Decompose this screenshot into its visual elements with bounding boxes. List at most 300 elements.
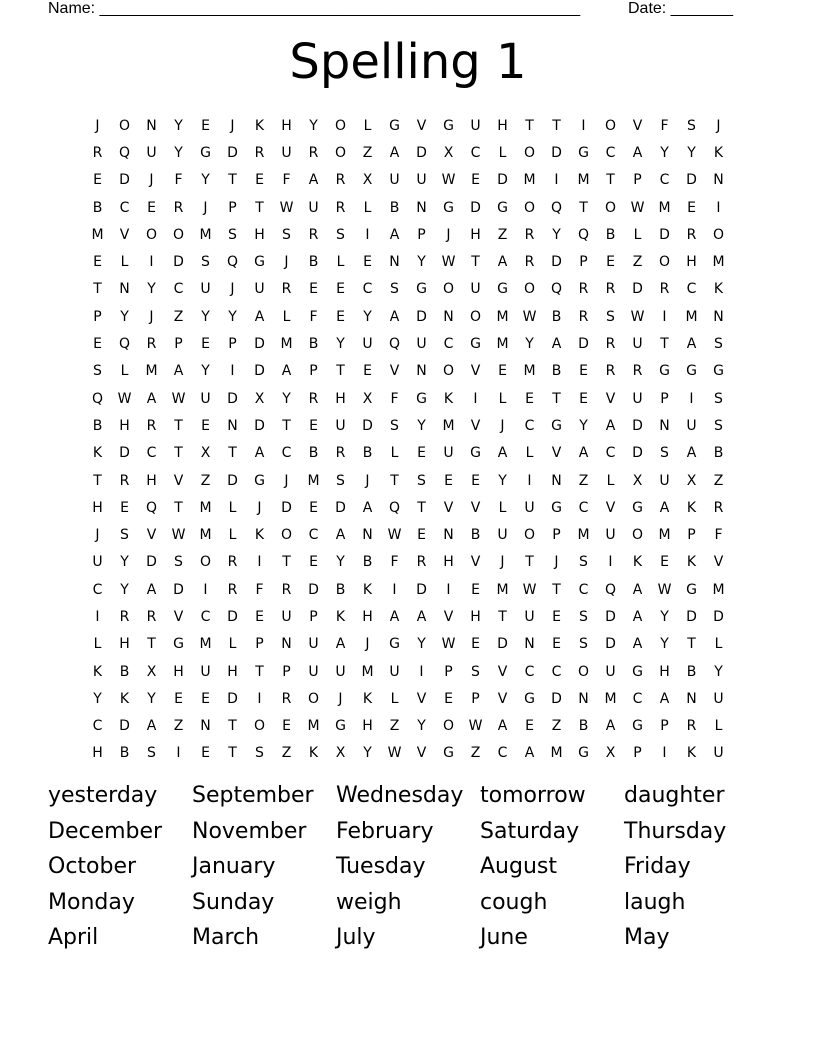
grid-letter: Y	[363, 745, 372, 762]
grid-letter: W	[468, 718, 483, 735]
grid-letter: C	[470, 144, 481, 161]
word-list-item: yesterday	[48, 783, 158, 809]
grid-letter: B	[686, 663, 697, 680]
grid-letter: G	[470, 445, 481, 462]
grid-letter: D	[578, 336, 589, 353]
grid-letter: Z	[578, 472, 589, 489]
grid-letter: L	[228, 636, 237, 653]
grid-letter: V	[416, 690, 427, 707]
grid-letter: W	[630, 199, 645, 216]
grid-letter: M	[496, 336, 509, 353]
grid-letter: U	[146, 144, 157, 161]
grid-letter: W	[522, 308, 537, 325]
grid-letter: R	[524, 226, 535, 243]
grid-letter: C	[92, 718, 103, 735]
grid-letter: Z	[551, 718, 562, 735]
grid-letter: N	[389, 254, 400, 271]
grid-letter: L	[714, 636, 723, 653]
grid-letter: J	[716, 117, 721, 134]
grid-letter: Y	[174, 144, 183, 161]
grid-letter: X	[605, 745, 616, 762]
grid-letter: Z	[200, 472, 211, 489]
grid-letter: G	[578, 745, 589, 762]
word-list-item: October	[48, 854, 137, 880]
grid-letter: S	[255, 745, 264, 762]
grid-letter: P	[228, 336, 237, 353]
grid-letter: D	[551, 690, 562, 707]
grid-letter: H	[173, 663, 184, 680]
grid-letter: G	[335, 718, 346, 735]
grid-letter: J	[257, 499, 262, 516]
grid-letter: M	[604, 690, 617, 707]
grid-letter: X	[443, 144, 454, 161]
grid-letter: C	[443, 336, 454, 353]
grid-letter: I	[446, 581, 451, 598]
grid-letter: X	[254, 390, 265, 407]
grid-letter: T	[93, 281, 102, 298]
grid-letter: W	[117, 390, 132, 407]
grid-letter: U	[281, 608, 292, 625]
grid-letter: K	[443, 390, 454, 407]
grid-letter: R	[146, 336, 157, 353]
grid-letter: N	[659, 417, 670, 434]
grid-letter: E	[201, 690, 210, 707]
grid-letter: U	[281, 144, 292, 161]
grid-letter: V	[470, 499, 481, 516]
grid-letter: W	[279, 199, 294, 216]
grid-letter: Y	[417, 718, 426, 735]
grid-letter: G	[173, 636, 184, 653]
grid-letter: B	[389, 199, 400, 216]
grid-letter: A	[497, 718, 508, 735]
grid-letter: I	[203, 581, 208, 598]
grid-letter: M	[577, 172, 590, 189]
grid-letter: L	[390, 690, 399, 707]
grid-letter: A	[497, 254, 508, 271]
grid-letter: U	[416, 172, 427, 189]
grid-letter: H	[686, 254, 697, 271]
word-list-item: Friday	[624, 854, 691, 880]
word-list	[48, 778, 788, 956]
grid-letter: I	[608, 554, 613, 571]
grid-letter: W	[387, 745, 402, 762]
grid-letter: O	[172, 226, 185, 243]
grid-letter: E	[93, 172, 102, 189]
grid-letter: T	[147, 636, 156, 653]
grid-letter: A	[146, 718, 157, 735]
grid-letter: M	[523, 172, 536, 189]
grid-letter: A	[389, 308, 400, 325]
grid-letter: B	[308, 336, 319, 353]
grid-letter: Y	[660, 636, 669, 653]
grid-letter: S	[471, 663, 480, 680]
grid-letter: I	[419, 663, 424, 680]
grid-letter: R	[308, 226, 319, 243]
grid-letter: N	[362, 527, 373, 544]
grid-letter: S	[714, 390, 723, 407]
grid-letter: C	[605, 144, 616, 161]
grid-letter: O	[280, 527, 293, 544]
grid-letter: I	[662, 308, 667, 325]
grid-letter: D	[254, 336, 265, 353]
grid-letter: K	[308, 745, 319, 762]
grid-letter: U	[524, 608, 535, 625]
grid-letter: V	[605, 499, 616, 516]
grid-letter: I	[527, 472, 532, 489]
grid-letter: J	[338, 690, 343, 707]
grid-letter: D	[254, 363, 265, 380]
grid-letter: E	[444, 690, 453, 707]
grid-letter: P	[687, 527, 696, 544]
grid-letter: V	[470, 554, 481, 571]
grid-letter: L	[120, 254, 129, 271]
word-list-item: June	[480, 925, 528, 951]
grid-letter: G	[254, 254, 265, 271]
grid-letter: S	[201, 254, 210, 271]
grid-letter: G	[443, 117, 454, 134]
grid-letter: G	[443, 745, 454, 762]
grid-letter: U	[308, 663, 319, 680]
grid-letter: N	[524, 636, 535, 653]
grid-letter: K	[362, 690, 373, 707]
grid-letter: E	[201, 417, 210, 434]
date-field: Date: _______	[628, 0, 733, 17]
word-list-item: February	[336, 818, 434, 844]
grid-letter: S	[336, 226, 345, 243]
grid-letter: M	[523, 363, 536, 380]
grid-letter: Y	[714, 663, 723, 680]
grid-letter: H	[146, 472, 157, 489]
grid-letter: F	[255, 581, 264, 598]
grid-letter: F	[390, 554, 399, 571]
grid-letter: G	[470, 336, 481, 353]
grid-letter: G	[497, 199, 508, 216]
grid-letter: O	[307, 690, 320, 707]
grid-letter: A	[551, 336, 562, 353]
grid-letter: K	[686, 745, 697, 762]
grid-letter: E	[309, 281, 318, 298]
grid-letter: T	[552, 581, 561, 598]
grid-letter: M	[712, 581, 725, 598]
grid-letter: W	[441, 636, 456, 653]
grid-letter: H	[227, 663, 238, 680]
grid-letter: L	[498, 499, 507, 516]
grid-letter: D	[632, 281, 643, 298]
grid-letter: R	[308, 390, 319, 407]
grid-letter: A	[632, 636, 643, 653]
grid-letter: D	[497, 172, 508, 189]
grid-letter: T	[552, 117, 561, 134]
grid-letter: N	[146, 117, 157, 134]
grid-letter: M	[712, 254, 725, 271]
grid-letter: B	[551, 308, 562, 325]
grid-letter: Y	[282, 390, 291, 407]
grid-letter: N	[227, 417, 238, 434]
grid-letter: G	[389, 117, 400, 134]
grid-letter: S	[714, 417, 723, 434]
grid-letter: K	[254, 527, 265, 544]
grid-letter: T	[687, 636, 696, 653]
grid-letter: P	[309, 608, 318, 625]
grid-letter: B	[308, 445, 319, 462]
grid-letter: O	[442, 281, 455, 298]
grid-letter: F	[660, 117, 669, 134]
grid-letter: B	[335, 581, 346, 598]
grid-letter: U	[389, 172, 400, 189]
grid-letter: G	[200, 144, 211, 161]
grid-letter: O	[523, 281, 536, 298]
grid-letter: O	[658, 254, 671, 271]
grid-letter: U	[632, 336, 643, 353]
grid-letter: D	[551, 254, 562, 271]
grid-letter: D	[119, 172, 130, 189]
grid-letter: M	[307, 472, 320, 489]
grid-letter: Y	[309, 117, 318, 134]
grid-letter: R	[335, 445, 346, 462]
grid-letter: V	[497, 690, 508, 707]
grid-letter: G	[497, 281, 508, 298]
grid-letter: Q	[577, 226, 590, 243]
grid-letter: D	[173, 581, 184, 598]
grid-letter: V	[713, 554, 724, 571]
grid-letter: A	[146, 390, 157, 407]
grid-letter: X	[335, 745, 346, 762]
grid-letter: Y	[552, 226, 561, 243]
grid-letter: T	[228, 718, 237, 735]
grid-letter: M	[658, 199, 671, 216]
grid-letter: I	[365, 226, 370, 243]
grid-letter: V	[443, 608, 454, 625]
grid-letter: G	[713, 363, 724, 380]
grid-letter: E	[201, 117, 210, 134]
grid-letter: U	[92, 554, 103, 571]
grid-letter: O	[118, 117, 131, 134]
grid-letter: U	[443, 445, 454, 462]
grid-letter: W	[441, 254, 456, 271]
grid-letter: C	[578, 499, 589, 516]
grid-letter: D	[416, 144, 427, 161]
grid-letter: Y	[579, 417, 588, 434]
grid-letter: D	[227, 144, 238, 161]
grid-letter: M	[199, 527, 212, 544]
word-list-item: Sunday	[192, 889, 275, 915]
grid-letter: D	[335, 499, 346, 516]
grid-letter: Z	[281, 745, 292, 762]
word-list-item: March	[192, 925, 260, 951]
grid-letter: W	[171, 390, 186, 407]
grid-letter: C	[119, 199, 130, 216]
grid-letter: T	[498, 608, 507, 625]
grid-letter: W	[387, 527, 402, 544]
grid-letter: N	[713, 172, 724, 189]
grid-letter: E	[309, 499, 318, 516]
grid-letter: D	[281, 499, 292, 516]
grid-letter: R	[119, 608, 130, 625]
grid-letter: P	[660, 390, 669, 407]
grid-letter: U	[713, 690, 724, 707]
grid-letter: J	[230, 117, 235, 134]
grid-letter: R	[335, 199, 346, 216]
grid-letter: U	[605, 663, 616, 680]
grid-letter: E	[606, 254, 615, 271]
grid-letter: A	[686, 445, 697, 462]
grid-letter: J	[554, 554, 559, 571]
grid-letter: C	[686, 281, 697, 298]
grid-letter: D	[227, 390, 238, 407]
grid-letter: E	[417, 527, 426, 544]
grid-letter: A	[308, 172, 319, 189]
grid-letter: V	[605, 390, 616, 407]
grid-letter: A	[632, 144, 643, 161]
grid-letter: T	[282, 554, 291, 571]
grid-letter: Y	[201, 172, 210, 189]
grid-letter: R	[281, 581, 292, 598]
grid-letter: C	[308, 527, 319, 544]
grid-letter: D	[686, 608, 697, 625]
grid-letter: P	[444, 663, 453, 680]
grid-letter: A	[254, 308, 265, 325]
grid-letter: F	[714, 527, 723, 544]
grid-letter: T	[552, 390, 561, 407]
grid-letter: E	[444, 472, 453, 489]
word-list-item: Wednesday	[336, 783, 464, 809]
grid-letter: C	[200, 608, 211, 625]
grid-letter: O	[577, 663, 590, 680]
grid-letter: K	[335, 608, 346, 625]
grid-letter: T	[255, 199, 264, 216]
grid-letter: E	[309, 554, 318, 571]
grid-letter: A	[578, 445, 589, 462]
grid-letter: H	[497, 117, 508, 134]
grid-letter: J	[365, 636, 370, 653]
grid-letter: N	[443, 308, 454, 325]
grid-letter: N	[578, 690, 589, 707]
grid-letter: A	[362, 499, 373, 516]
grid-letter: L	[525, 445, 534, 462]
grid-letter: M	[199, 499, 212, 516]
grid-letter: G	[686, 363, 697, 380]
grid-letter: Q	[226, 254, 239, 271]
grid-letter: Q	[388, 336, 401, 353]
grid-letter: H	[362, 608, 373, 625]
grid-letter: E	[552, 608, 561, 625]
grid-letter: A	[605, 718, 616, 735]
grid-letter: Y	[660, 608, 669, 625]
grid-letter: M	[577, 527, 590, 544]
grid-letter: M	[442, 417, 455, 434]
grid-letter: T	[471, 254, 480, 271]
grid-letter: D	[713, 608, 724, 625]
grid-letter: C	[362, 281, 373, 298]
grid-letter: C	[497, 745, 508, 762]
grid-letter: S	[660, 445, 669, 462]
grid-letter: D	[632, 417, 643, 434]
grid-letter: U	[308, 199, 319, 216]
grid-letter: D	[551, 144, 562, 161]
grid-letter: K	[713, 144, 724, 161]
grid-letter: T	[228, 172, 237, 189]
grid-letter: G	[389, 636, 400, 653]
grid-letter: E	[525, 718, 534, 735]
word-list-item: January	[192, 854, 276, 880]
word-list-item: April	[48, 925, 99, 951]
grid-letter: D	[497, 636, 508, 653]
grid-letter: V	[470, 363, 481, 380]
grid-letter: S	[390, 417, 399, 434]
grid-letter: P	[633, 745, 642, 762]
grid-letter: G	[551, 417, 562, 434]
grid-letter: L	[390, 445, 399, 462]
grid-letter: R	[686, 718, 697, 735]
grid-letter: M	[496, 308, 509, 325]
grid-letter: N	[119, 281, 130, 298]
grid-letter: M	[496, 581, 509, 598]
grid-letter: C	[281, 445, 292, 462]
grid-letter: X	[686, 472, 697, 489]
word-list-item: weigh	[336, 889, 402, 915]
grid-letter: P	[579, 254, 588, 271]
grid-letter: Y	[336, 336, 345, 353]
page-title: Spelling 1	[289, 34, 527, 90]
grid-letter: A	[146, 581, 157, 598]
grid-letter: J	[284, 254, 289, 271]
grid-letter: D	[470, 199, 481, 216]
grid-letter: O	[334, 144, 347, 161]
grid-letter: Y	[417, 417, 426, 434]
grid-letter: M	[280, 336, 293, 353]
grid-letter: B	[92, 199, 103, 216]
grid-letter: G	[659, 363, 670, 380]
grid-letter: B	[470, 527, 481, 544]
grid-letter: H	[335, 390, 346, 407]
grid-letter: B	[551, 363, 562, 380]
grid-letter: C	[605, 445, 616, 462]
grid-letter: Z	[362, 144, 373, 161]
grid-letter: Q	[145, 499, 158, 516]
grid-letter: T	[174, 445, 183, 462]
grid-letter: A	[254, 445, 265, 462]
grid-letter: I	[716, 199, 721, 216]
grid-letter: O	[604, 117, 617, 134]
grid-letter: Y	[228, 308, 237, 325]
grid-letter: A	[389, 608, 400, 625]
grid-letter: E	[255, 172, 264, 189]
grid-letter: R	[308, 144, 319, 161]
grid-letter: E	[174, 690, 183, 707]
grid-letter: A	[659, 690, 670, 707]
grid-letter: V	[173, 608, 184, 625]
grid-letter: T	[606, 172, 615, 189]
word-list-item: Monday	[48, 889, 135, 915]
grid-letter: T	[525, 117, 534, 134]
grid-letter: L	[93, 636, 102, 653]
grid-letter: A	[659, 499, 670, 516]
grid-letter: G	[578, 144, 589, 161]
grid-letter: Y	[174, 117, 183, 134]
grid-letter: A	[632, 581, 643, 598]
grid-letter: C	[173, 281, 184, 298]
grid-letter: D	[605, 608, 616, 625]
grid-letter: T	[282, 417, 291, 434]
grid-letter: R	[254, 144, 265, 161]
grid-letter: T	[228, 445, 237, 462]
grid-letter: X	[362, 390, 373, 407]
grid-letter: I	[257, 690, 262, 707]
word-list-item: tomorrow	[480, 783, 586, 809]
grid-letter: M	[199, 636, 212, 653]
grid-letter: E	[255, 608, 264, 625]
grid-letter: A	[335, 527, 346, 544]
